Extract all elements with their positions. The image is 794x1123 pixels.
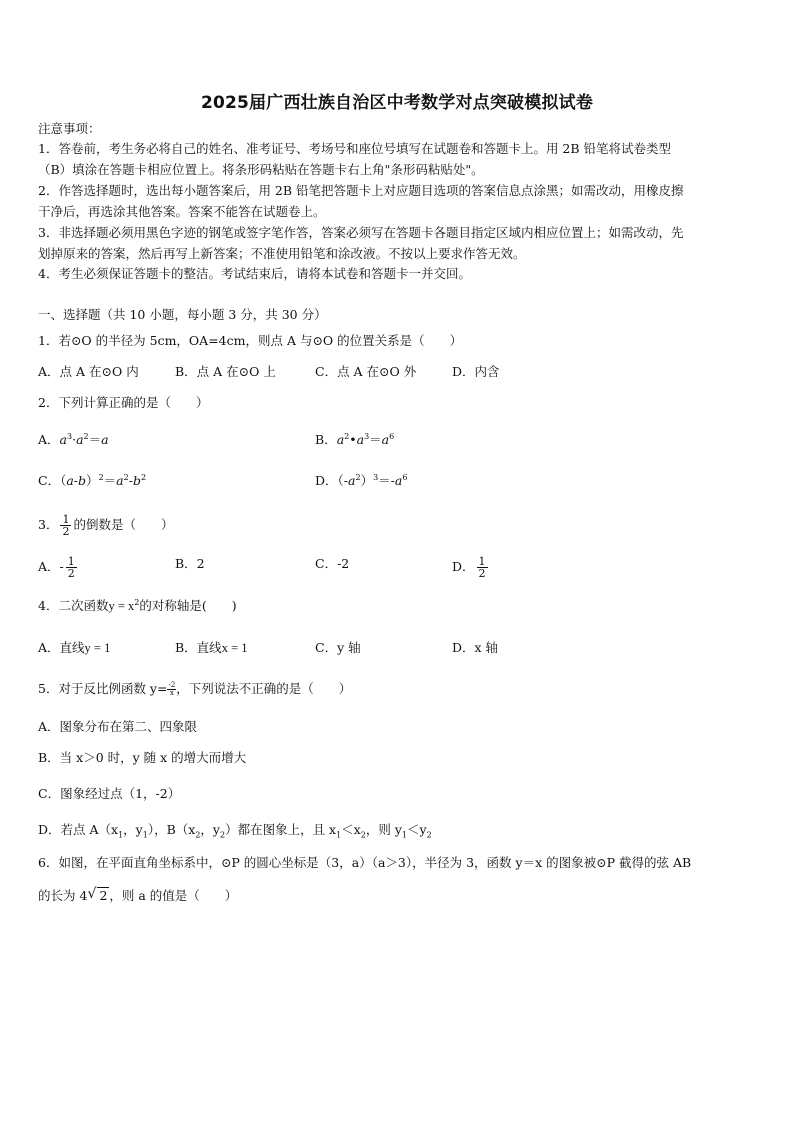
square-root-two: √ 2 (87, 886, 108, 903)
question-2-option-a: A．$a^3\cdot a^2=a$ (38, 431, 109, 447)
question-2-stem: 2．下列计算正确的是（ ） (38, 395, 209, 410)
question-3-option-c: C．-2 (315, 556, 350, 571)
question-2-option-b: B．$a^2•a^3=a^6$ (315, 431, 395, 447)
question-3-stem: 3． $\frac{1}{2}$ 的倒数是（ ） (38, 513, 174, 538)
question-2-option-c: C．$(a-b)^2=a^2-b^2$ (38, 472, 147, 488)
question-1-option-a: A．点 A 在⊙O 内 (38, 364, 139, 379)
question-5-stem: 5．对于反比例函数 y= $\frac{-2}{x}$ ，下列说法不正确的是（ ） (38, 681, 352, 697)
notice-item-4: 4．考生必须保证答题卡的整洁。考试结束后，请将本试卷和答题卡一并交回。 (38, 266, 471, 281)
fraction-minus-two-over-x: $\frac{-2}{x}$ (168, 681, 176, 697)
question-1-option-b: B．点 A 在⊙O 上 (175, 364, 276, 379)
question-3-option-a: A．- $\frac{1}{2}$ (38, 555, 75, 580)
notice-item-3-line-1: 3．非选择题必须用黑色字迹的钢笔或签字笔作答，答案必须写在答题卡各题目指定区域内相应位置上；如需改动，先 (38, 225, 684, 240)
section-heading: 一、选择题（共 10 小题，每小题 3 分，共 30 分） (38, 307, 327, 322)
question-5-option-c: C．图象经过点（1，-2） (38, 786, 181, 801)
question-4-option-b: B．直线x = 1 (175, 640, 248, 655)
page-title: 2025届广西壮族自治区中考数学对点突破模拟试卷 (200, 93, 594, 113)
notice-heading: 注意事项： (38, 121, 101, 136)
question-5-option-a: A．图象分布在第二、四象限 (38, 719, 198, 734)
fraction-one-half: $\frac{1}{2}$ (62, 513, 70, 538)
question-6-line-2: 的长为 4 √ 2 ，则 a 的值是（ ） (38, 886, 238, 903)
equation-y-x-squared: $y = x^2$ (108, 597, 140, 613)
question-1-option-c: C．点 A 在⊙O 外 (315, 364, 417, 379)
question-1-stem: 1．若⊙O 的半径为 5cm，OA=4cm，则点 A 与⊙O 的位置关系是（ ） (38, 333, 463, 348)
question-4-option-a: A．直线y = 1 (38, 640, 111, 655)
notice-item-2-line-1: 2．作答选择题时，选出每小题答案后，用 2B 铅笔把答题卡上对应题目选项的答案信息点涂黑；如需改动，用橡皮擦 (38, 183, 684, 198)
question-5-option-b: B．当 x＞0 时，y 随 x 的增大而增大 (38, 750, 247, 765)
question-6-line-1: 6．如图，在平面直角坐标系中，⊙P 的圆心坐标是（3，a）（a＞3），半径为 3，函数 y＝x 的图象被⊙P 截得的弦 AB (38, 855, 692, 870)
question-3-option-d: D． $\frac{1}{2}$ (452, 555, 486, 580)
notice-item-3-line-2: 划掉原来的答案，然后再写上新答案；不准使用铅笔和涂改液。不按以上要求作答无效。 (38, 246, 526, 261)
question-2-option-d: D．$(-a^2)^3=-a^6$ (315, 472, 408, 488)
question-4-stem: 4．二次函数$y = x^2$的对称轴是( ) (38, 597, 237, 613)
notice-item-2-line-2: 干净后，再选涂其他答案。答案不能答在试题卷上。 (38, 204, 326, 219)
question-1-option-d: D．内含 (452, 364, 500, 379)
question-4-option-c: C．y 轴 (315, 640, 361, 655)
question-5-option-d: D．若点 $A(x_1$，$y_1$），$B(x_2$，$y_2$）都在图象上，且 $x_1<x_2$，则 $y_1<y_2$ (38, 822, 432, 840)
question-3-option-b: B．2 (175, 556, 205, 571)
notice-item-1-line-2: （B）填涂在答题卡相应位置上。将条形码粘贴在答题卡右上角"条形码粘贴处"。 (38, 162, 484, 177)
notice-item-1-line-1: 1．答卷前，考生务必将自己的姓名、准考证号、考场号和座位号填写在试题卷和答题卡上。用 2B 铅笔将试卷类型 (38, 141, 672, 156)
question-4-option-d: D．x 轴 (452, 640, 499, 655)
